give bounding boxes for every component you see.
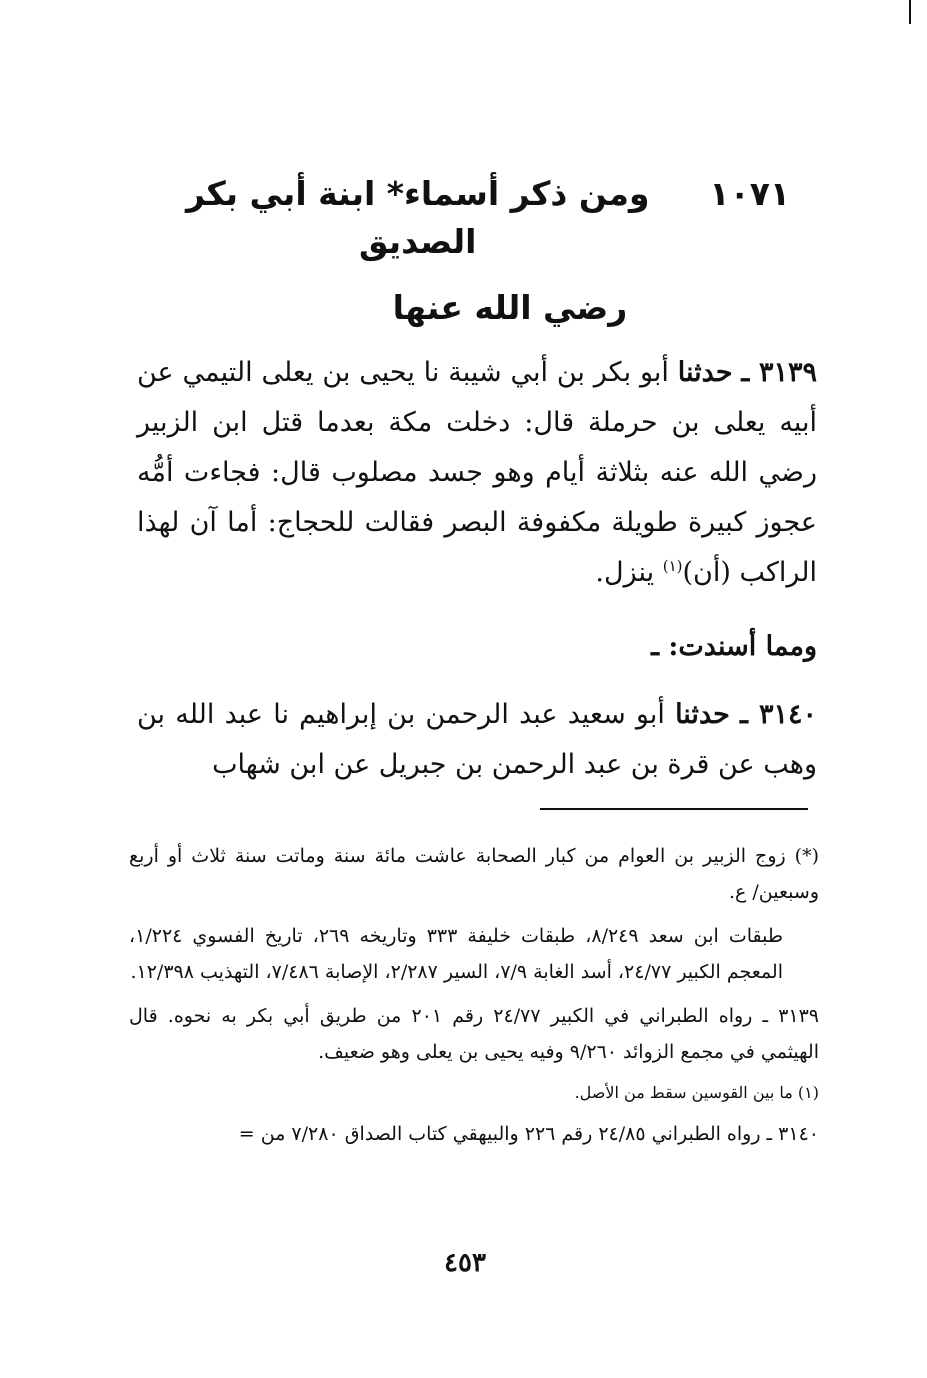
hadith-number: ٣١٤٠ ـ bbox=[740, 699, 817, 730]
footnote-star: (*) زوج الزبير بن العوام من كبار الصحابة عاشت مائة سنة وماتت سنة ثلاث أو أربع وسبعين/ ع. bbox=[129, 845, 819, 903]
hadith-lead: حدثنا bbox=[677, 357, 733, 388]
footnotes bbox=[129, 838, 819, 1160]
section-label: ومما أسندت: ـ bbox=[651, 631, 817, 662]
heading-line bbox=[150, 170, 790, 266]
page-corner-mark bbox=[909, 0, 911, 24]
footnote-1: (١) ما بين القوسين سقط من الأصل. bbox=[574, 1083, 819, 1102]
hadith-3140 bbox=[137, 690, 817, 790]
hadith-body: أبو بكر بن أبي شيبة نا يحيى بن يعلى التيمي عن أبيه يعلى بن حرملة قال: دخلت مكة بعدما قتل ابن الزبير رضي الله عنه بثلاثة أيام وهو جسد مصلوب قال: فجاءت أمُّه عجوز كبيرة طويلة مكفوفة البصر فقالت للحجاج: أما آن لهذا الراكب (أن) bbox=[137, 357, 817, 588]
footnote-reference: (١) bbox=[662, 557, 683, 575]
footnote-sources: طبقات ابن سعد ٨/٢٤٩، طبقات خليفة ٣٣٣ وتاريخه ٢٦٩، تاريخ الفسوي ١/٢٢٤، المعجم الكبير ٢٤/٧٧، أسد الغابة ٧/٩، السير ٢/٢٨٧، الإصابة ٧/٤٨٦، التهذيب ١٢/٣٩٨. bbox=[129, 925, 783, 983]
chapter-number: ١٠٧١ bbox=[709, 174, 790, 213]
main-text bbox=[137, 348, 817, 790]
chapter-title: ومن ذكر أسماء* ابنة أبي بكر الصديق bbox=[185, 174, 650, 261]
footnote-3140: ٣١٤٠ ـ رواه الطبراني ٢٤/٨٥ رقم ٢٢٦ والبيهقي كتاب الصداق ٧/٢٨٠ من = bbox=[238, 1123, 819, 1145]
hadith-body: أبو سعيد عبد الرحمن بن إبراهيم نا عبد الله بن وهب عن قرة بن عبد الرحمن بن جبريل عن ابن شهاب bbox=[137, 699, 817, 780]
hadith-3139 bbox=[137, 348, 817, 598]
footnote-3139: ٣١٣٩ ـ رواه الطبراني في الكبير ٢٤/٧٧ رقم ٢٠١ من طريق أبي بكر به نحوه. قال الهيثمي في مجمع الزوائد ٩/٢٦٠ وفيه يحيى بن يعلى وهو ضعيف. bbox=[129, 1005, 820, 1063]
chapter-subtitle: رضي الله عنها bbox=[392, 288, 628, 327]
hadith-lead: حدثنا bbox=[675, 699, 730, 730]
page-number: ٤٥٣ bbox=[444, 1248, 486, 1278]
hadith-number: ٣١٣٩ ـ bbox=[741, 357, 817, 388]
footnote-divider bbox=[540, 808, 808, 810]
chapter-heading bbox=[150, 170, 790, 332]
hadith-body-end: ينزل. bbox=[595, 557, 663, 588]
